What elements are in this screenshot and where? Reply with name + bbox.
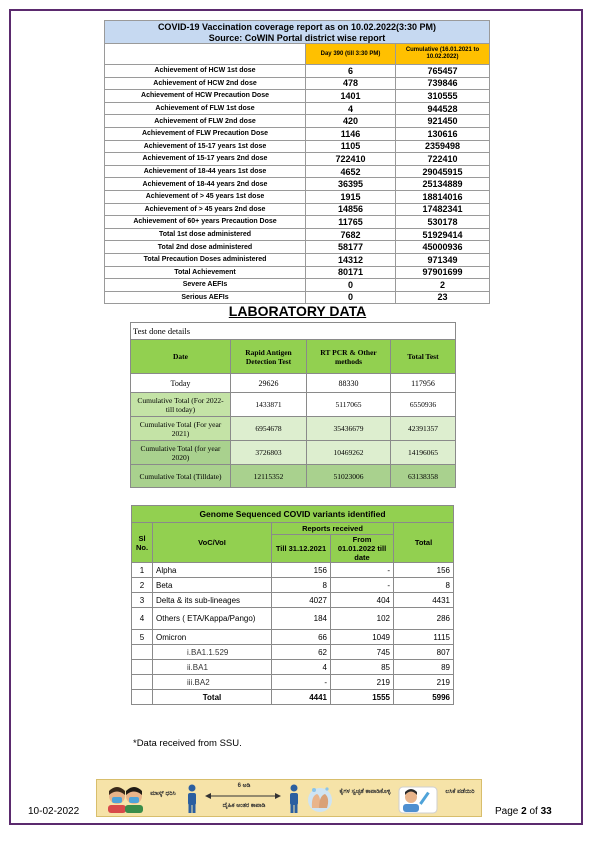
footer-date: 10-02-2022: [28, 806, 80, 817]
vaccination-row-label: Achievement of HCW 2nd dose: [105, 77, 306, 90]
genome-row-variant: Others ( ETA/Kappa/Pango): [153, 608, 272, 630]
vaccination-row: [105, 165, 490, 178]
genome-total-label: Total: [153, 690, 272, 705]
banner-text-vaccinate: ಲಸಿಕೆ ಪಡೆಯಿರಿ: [445, 789, 475, 795]
genome-row-from: 745: [331, 645, 394, 660]
genome-row-sl: 3: [132, 593, 153, 608]
vaccination-row-cumulative: 921450: [396, 115, 490, 128]
vaccination-row: [105, 140, 490, 153]
vaccination-row-cumulative: 18814016: [396, 190, 490, 203]
vaccination-row: [105, 241, 490, 254]
lab-row-rat: 6954678: [231, 417, 307, 441]
lab-header-rat: Rapid Antigen Detection Test: [231, 340, 307, 374]
lab-row-rat: 29626: [231, 374, 307, 393]
genome-row-till: 8: [272, 578, 331, 593]
genome-row-from: -: [331, 563, 394, 578]
lab-row: [131, 374, 456, 393]
genome-row-total: 219: [394, 675, 454, 690]
vaccination-row-day: 58177: [306, 241, 396, 254]
banner-text-six-feet: 6 ಅಡಿ: [237, 783, 251, 789]
vaccination-row: [105, 228, 490, 241]
page-prefix: Page: [495, 806, 519, 817]
vaccination-row-cumulative: 2: [396, 279, 490, 292]
lab-row-total: 6550936: [391, 393, 456, 417]
genome-row: [132, 645, 454, 660]
genome-total-blank: [132, 690, 153, 705]
genome-row-from: 85: [331, 660, 394, 675]
genome-row: [132, 660, 454, 675]
genome-row-variant: Omicron: [153, 630, 272, 645]
vaccination-row-cumulative: 29045915: [396, 165, 490, 178]
genome-row-till: 4: [272, 660, 331, 675]
vaccination-row-label: Achievement of HCW Precaution Dose: [105, 90, 306, 103]
genome-row-from: 219: [331, 675, 394, 690]
lab-row-total: 42391357: [391, 417, 456, 441]
genome-header-till: Till 31.12.2021: [272, 535, 331, 563]
lab-header-rtpcr: RT PCR & Other methods: [307, 340, 391, 374]
vaccination-row-cumulative: 530178: [396, 216, 490, 229]
genome-row: [132, 608, 454, 630]
vaccination-row-day: 722410: [306, 153, 396, 166]
vaccination-row-label: Achievement of FLW 2nd dose: [105, 115, 306, 128]
vaccination-row-label: Total 1st dose administered: [105, 228, 306, 241]
vaccination-row-label: Total Precaution Doses administered: [105, 253, 306, 266]
vaccination-row-label: Severe AEFIs: [105, 279, 306, 292]
vaccination-row: [105, 279, 490, 292]
genome-header-sl: Sl No.: [132, 523, 153, 563]
vaccination-row-day: 14312: [306, 253, 396, 266]
vaccination-row-day: 1146: [306, 127, 396, 140]
hand-wash-icon: [305, 784, 335, 814]
vaccination-row-cumulative: 17482341: [396, 203, 490, 216]
genome-row-total: 1115: [394, 630, 454, 645]
banner-text-hand-hygiene: ಕೈಗಳ ಸ್ವಚ್ಛತೆ ಕಾಪಾಡಿಕೊಳ್ಳಿ: [339, 789, 391, 795]
vaccination-row-day: 478: [306, 77, 396, 90]
genome-row-sl: [132, 675, 153, 690]
vaccination-row: [105, 102, 490, 115]
distance-arrow-icon: [205, 792, 281, 800]
vaccination-row: [105, 291, 490, 304]
vaccination-row-label: Achievement of 15-17 years 2nd dose: [105, 153, 306, 166]
genome-row: [132, 593, 454, 608]
genome-title: Genome Sequenced COVID variants identified: [132, 506, 454, 523]
vaccination-row-day: 420: [306, 115, 396, 128]
vaccination-row-label: Achievement of 18-44 years 2nd dose: [105, 178, 306, 191]
genome-row-variant: Beta: [153, 578, 272, 593]
lab-row-rtpcr: 10469262: [307, 441, 391, 465]
genome-row-sl: [132, 645, 153, 660]
vaccination-row-label: Serious AEFIs: [105, 291, 306, 304]
vaccination-row-cumulative: 310555: [396, 90, 490, 103]
lab-row: [131, 465, 456, 488]
person-icon-2: [287, 784, 301, 814]
lab-row: [131, 393, 456, 417]
genome-header-voc: VoC/VoI: [153, 523, 272, 563]
genome-row: [132, 578, 454, 593]
vaccination-row-label: Achievement of 18-44 years 1st dose: [105, 165, 306, 178]
genome-row-till: 156: [272, 563, 331, 578]
masked-people-icon: [105, 785, 145, 813]
genome-row: [132, 630, 454, 645]
genome-total-from: 1555: [331, 690, 394, 705]
vaccination-row: [105, 216, 490, 229]
vaccination-row: [105, 253, 490, 266]
genome-header-reports: Reports received: [272, 523, 394, 535]
lab-table: [130, 322, 456, 488]
genome-row-till: 184: [272, 608, 331, 630]
vaccination-row-day: 1401: [306, 90, 396, 103]
lab-heading: LABORATORY DATA: [228, 303, 367, 319]
lab-row-rtpcr: 5117065: [307, 393, 391, 417]
vaccination-row-day: 6: [306, 65, 396, 78]
covid-appropriate-behaviour-banner: [96, 779, 482, 817]
lab-row-rtpcr: 35436679: [307, 417, 391, 441]
genome-row-variant: i.BA1.1.529: [153, 645, 272, 660]
genome-row-from: 102: [331, 608, 394, 630]
genome-row-total: 807: [394, 645, 454, 660]
vaccination-row-label: Achievement of HCW 1st dose: [105, 65, 306, 78]
genome-row-total: 286: [394, 608, 454, 630]
vaccination-row-cumulative: 739846: [396, 77, 490, 90]
vaccination-row-day: 7682: [306, 228, 396, 241]
vaccination-row-day: 4652: [306, 165, 396, 178]
genome-row-till: 62: [272, 645, 331, 660]
genome-row-till: 4027: [272, 593, 331, 608]
lab-header-date: Date: [131, 340, 231, 374]
vaccination-icon: [397, 783, 439, 815]
genome-total-row: [132, 690, 454, 705]
vaccination-row-label: Achievement of FLW Precaution Dose: [105, 127, 306, 140]
vaccination-row-cumulative: 45000936: [396, 241, 490, 254]
vaccination-row-day: 4: [306, 102, 396, 115]
genome-row-total: 89: [394, 660, 454, 675]
lab-row: [131, 441, 456, 465]
vaccination-row-label: Achievement of > 45 years 2nd dose: [105, 203, 306, 216]
footer-page-number: [495, 806, 552, 817]
page-of: of: [529, 806, 538, 817]
genome-row-sl: 4: [132, 608, 153, 630]
lab-row-label: Today: [131, 374, 231, 393]
genome-row-sl: 1: [132, 563, 153, 578]
vaccination-title: COVID-19 Vaccination coverage report as on 10.02.2022(3:30 PM): [105, 21, 490, 33]
lab-row-rtpcr: 51023006: [307, 465, 391, 488]
vaccination-row: [105, 190, 490, 203]
page-total: 33: [540, 806, 552, 817]
genome-row-variant: iii.BA2: [153, 675, 272, 690]
vaccination-row-cumulative: 765457: [396, 65, 490, 78]
vaccination-header-blank: [105, 44, 306, 65]
vaccination-row-label: Total 2nd dose administered: [105, 241, 306, 254]
vaccination-row: [105, 77, 490, 90]
lab-row: [131, 417, 456, 441]
vaccination-row-day: 0: [306, 291, 396, 304]
banner-text-mask: ಮಾಸ್ಕ್ ಧರಿಸಿ: [150, 791, 176, 797]
genome-header-from: From 01.01.2022 till date: [331, 535, 394, 563]
vaccination-row-day: 0: [306, 279, 396, 292]
lab-row-rat: 12115352: [231, 465, 307, 488]
vaccination-row-cumulative: 25134889: [396, 178, 490, 191]
vaccination-header-day: Day 390 (till 3:30 PM): [306, 44, 396, 65]
vaccination-row-cumulative: 971349: [396, 253, 490, 266]
vaccination-row-day: 80171: [306, 266, 396, 279]
lab-row-rat: 3726803: [231, 441, 307, 465]
vaccination-row-day: 1105: [306, 140, 396, 153]
genome-row-from: 404: [331, 593, 394, 608]
genome-row-total: 4431: [394, 593, 454, 608]
genome-row-variant: ii.BA1: [153, 660, 272, 675]
lab-row-rtpcr: 88330: [307, 374, 391, 393]
page-current: 2: [521, 806, 527, 817]
genome-row-total: 8: [394, 578, 454, 593]
vaccination-row-label: Achievement of > 45 years 1st dose: [105, 190, 306, 203]
genome-row-sl: [132, 660, 153, 675]
lab-row-label: Cumulative Total (For year 2021): [131, 417, 231, 441]
vaccination-row-cumulative: 2359498: [396, 140, 490, 153]
vaccination-row: [105, 178, 490, 191]
vaccination-row-day: 36395: [306, 178, 396, 191]
genome-row-till: 66: [272, 630, 331, 645]
vaccination-row-day: 11765: [306, 216, 396, 229]
vaccination-row: [105, 203, 490, 216]
lab-row-label: Cumulative Total (For 2022- till today): [131, 393, 231, 417]
vaccination-row: [105, 90, 490, 103]
vaccination-row-cumulative: 130616: [396, 127, 490, 140]
lab-row-label: Cumulative Total (Tilldate): [131, 465, 231, 488]
vaccination-row: [105, 153, 490, 166]
genome-total-total: 5996: [394, 690, 454, 705]
vaccination-row: [105, 127, 490, 140]
lab-row-rat: 1433871: [231, 393, 307, 417]
vaccination-row-cumulative: 51929414: [396, 228, 490, 241]
genome-row-from: -: [331, 578, 394, 593]
genome-row-total: 156: [394, 563, 454, 578]
vaccination-row-cumulative: 97901699: [396, 266, 490, 279]
vaccination-row-label: Total Achievement: [105, 266, 306, 279]
vaccination-table: [104, 20, 490, 304]
vaccination-row: [105, 65, 490, 78]
vaccination-row-day: 14856: [306, 203, 396, 216]
genome-total-till: 4441: [272, 690, 331, 705]
genome-row-from: 1049: [331, 630, 394, 645]
genome-row-variant: Alpha: [153, 563, 272, 578]
genome-row-sl: 5: [132, 630, 153, 645]
vaccination-header-cumulative: Cumulative (16.01.2021 to 10.02.2022): [396, 44, 490, 65]
person-icon: [185, 784, 199, 814]
vaccination-row-cumulative: 23: [396, 291, 490, 304]
genome-header-total: Total: [394, 523, 454, 563]
genome-row-till: -: [272, 675, 331, 690]
vaccination-row-label: Achievement of FLW 1st dose: [105, 102, 306, 115]
lab-row-total: 63138358: [391, 465, 456, 488]
genome-row-variant: Delta & its sub-lineages: [153, 593, 272, 608]
genome-row-sl: 2: [132, 578, 153, 593]
genome-table: [131, 505, 454, 705]
vaccination-row-label: Achievement of 15-17 years 1st dose: [105, 140, 306, 153]
vaccination-row-cumulative: 722410: [396, 153, 490, 166]
vaccination-row-cumulative: 944528: [396, 102, 490, 115]
vaccination-row: [105, 266, 490, 279]
vaccination-subtitle: Source: CoWIN Portal district wise report: [105, 32, 490, 44]
lab-row-total: 117956: [391, 374, 456, 393]
vaccination-row-day: 1915: [306, 190, 396, 203]
vaccination-row: [105, 115, 490, 128]
genome-row: [132, 563, 454, 578]
vaccination-row-label: Achievement of 60+ years Precaution Dose: [105, 216, 306, 229]
lab-row-total: 14196065: [391, 441, 456, 465]
lab-header-total: Total Test: [391, 340, 456, 374]
genome-row: [132, 675, 454, 690]
banner-text-distance: ದೈಹಿಕ ಅಂತರ ಕಾಪಾಡಿ: [222, 803, 266, 809]
data-source-note: *Data received from SSU.: [133, 738, 242, 749]
lab-row-label: Cumulative Total (for year 2020): [131, 441, 231, 465]
lab-caption: Test done details: [131, 323, 456, 340]
